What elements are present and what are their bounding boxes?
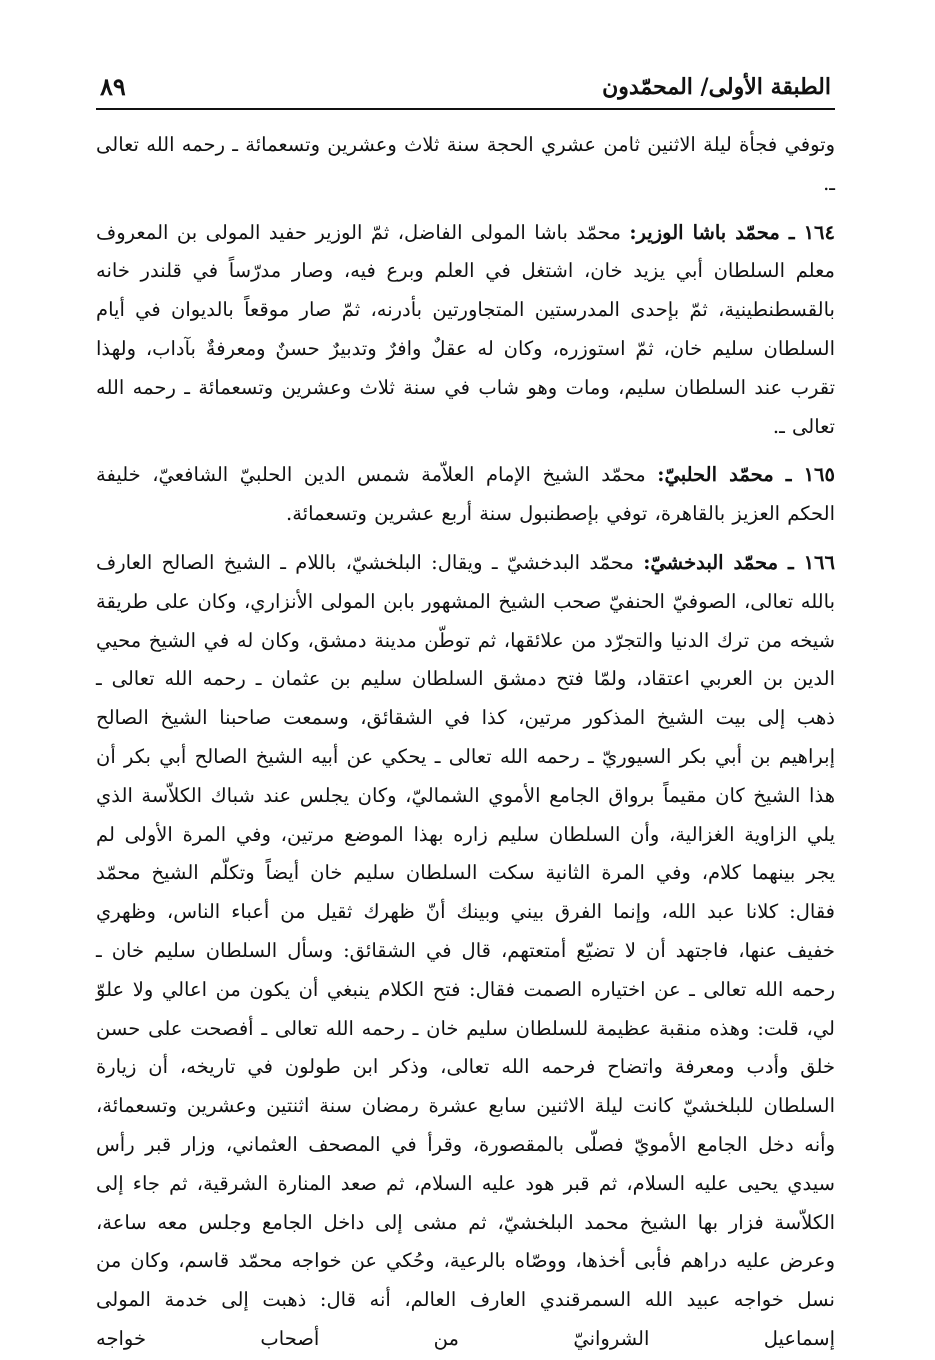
paragraph-continuation (96, 126, 835, 204)
entry-title: ١٦٦ ـ محمّد البدخشيّ: (643, 550, 835, 574)
entry-text: محمّد البدخشيّ ـ ويقال: البلخشيّ، باللام ـ الشيخ الصالح العارف بالله تعالى، الصوفيّ الحنفيّ صحب الشيخ المشهور بابن المولى الأنزاري، وكان على طريقة شيخه من ترك الدنيا والتجرّد من علائقها، ثم توطّن مدينة دمشق، وكان له في الشيخ محيي الدين بن العربي اعتقاد، ولمّا فتح دمشق السلطان سليم بن عثمان ـ رحمه الله تعالى ـ ذهب إلى بيت الشيخ المذكور مرتين، كذا في الشقائق، وسمعت صاحبنا الشيخ الصالح إبراهيم بن أبي بكر السيوريّ ـ رحمه الله تعالى ـ يحكي عن أبيه الشيخ الصالح أبي بكر أن هذا الشيخ كان مقيماً برواق الجامع الأموي الشماليّ، وكان يجلس عند شباك الكلاّسة الذي يلي الزاوية الغزالية، وأن السلطان سليم زاره بهذا الموضع مرتين، وفي المرة الأولى لم يجر بينهما كلام، وفي المرة الثانية سكت السلطان سليم خان أيضاً وتكلّم الشيخ محمّد فقال: كلانا عبد الله، وإنما الفرق بيني وبينك أنّ ظهرك ثقيل من أعباء الناس، وظهري خفيف عنها، فاجتهد أن لا تضيّع أمتعتهم، قال في الشقائق: وسأل السلطان سليم خان ـ رحمه الله تعالى ـ عن اختياره الصمت فقال: فتح الكلام ينبغي أن يكون من اعالي ولا علوّ لي، قلت: وهذه منقبة عظيمة للسلطان سليم خان ـ رحمه الله تعالى ـ أفصحت على حسن خلق وأدب ومعرفة واتضاح فرحمه الله تعالى، وذكر ابن طولون في تاريخه، أن زيارة السلطان للبلخشيّ كانت ليلة الاثنين سابع عشرة رمضان سنة اثنتين وعشرين وتسعمائة، وأنه دخل الجامع الأمويّ فصلّى بالمقصورة، وقرأ في المصحف العثماني، وزار قبر رأس سيدي يحيى عليه السلام، ثم قبر هود عليه السلام، ثم صعد المنارة الشرقية، ثم جاء إلى الكلاّسة فزار بها الشيخ محمد البلخشيّ، ثم مشى إلى داخل الجامع وجلس معه ساعة، وعرض عليه دراهم فأبى أخذها، ووصّاه بالرعية، وحُكي عن خواجه محمّد قاسم، وكان من نسل خواجه عبيد الله السمرقندي العارف العالم، أنه قال: ذهبت إلى خدمة المولى إسماعيل الشروانيّ من أصحاب خواجه (96, 550, 835, 1350)
entry-text: محمّد باشا المولى الفاضل، ثمّ الوزير حفيد المولى بن المعروف معلم السلطان أبي يزيد خان، اشتغل في العلم وبرع فيه، وصار مدرّساً في قلندر خانه بالقسطنطينية، ثمّ بإحدى المدرستين المتجاورتين بأدرنه، ثمّ صار موقعاً بالديوان في أيام السلطان سليم خان، ثمّ استوزره، وكان له عقلٌ وافرٌ وتدبيرٌ حسنٌ ومعرفةٌ بآداب، ولهذا تقرب عند السلطان سليم، ومات وهو شاب في سنة ثلاث وعشرين وتسعمائة ـ رحمه الله تعالى ـ. (96, 220, 835, 438)
entry-165 (96, 456, 835, 534)
page-body (96, 126, 835, 1359)
page-number: ٨٩ (100, 72, 126, 101)
entry-text: محمّد الشيخ الإمام العلاّمة شمس الدين الحلبيّ الشافعيّ، خليفة الحكم العزيز بالقاهرة، توفي بإصطنبول سنة أربع عشرين وتسعمائة. (96, 463, 835, 526)
entry-title: ١٦٥ ـ محمّد الحلبيّ: (657, 463, 835, 487)
entry-title: ١٦٤ ـ محمّد باشا الوزير: (629, 220, 835, 244)
paragraph-text: وتوفي فجأة ليلة الاثنين ثامن عشري الحجة سنة ثلاث وعشرين وتسعمائة ـ رحمه الله تعالى ـ. (96, 133, 835, 195)
entry-164 (96, 214, 835, 447)
running-title: الطبقة الأولى/ المحمّدون (602, 74, 831, 100)
entry-166 (96, 544, 835, 1359)
page-header (96, 68, 835, 110)
